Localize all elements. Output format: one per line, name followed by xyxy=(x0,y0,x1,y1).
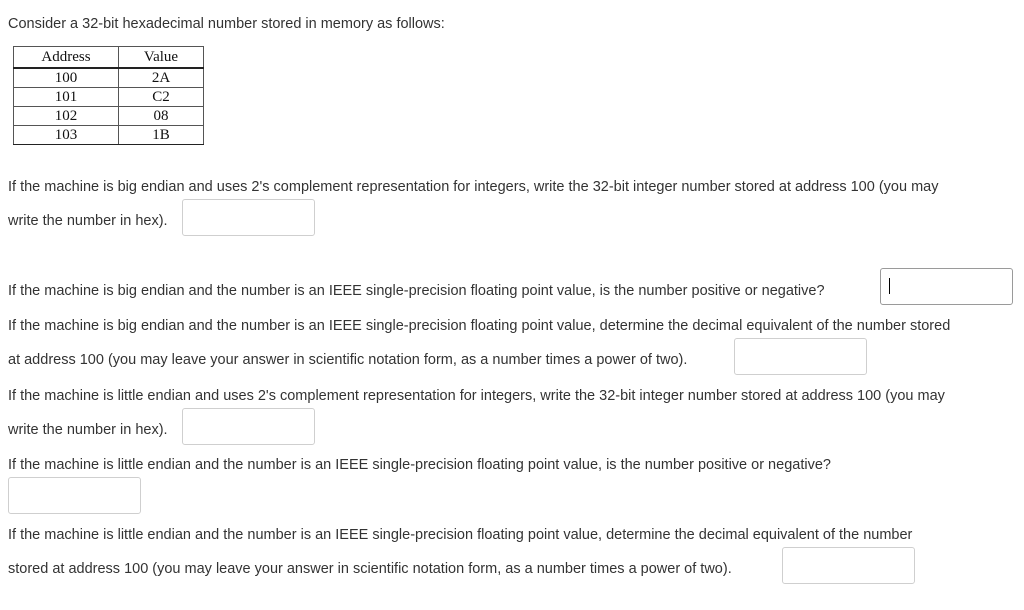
cell-value: 2A xyxy=(119,68,204,88)
cell-value: 1B xyxy=(119,126,204,145)
answer-2-input[interactable] xyxy=(880,268,1013,305)
answer-6-input[interactable] xyxy=(782,547,915,584)
answer-5-input[interactable] xyxy=(8,477,141,514)
question-3-text-cont: at address 100 (you may leave your answer in scientific notation form, as a number times a power of two). xyxy=(8,352,688,368)
answer-4-input[interactable] xyxy=(182,408,315,445)
question-1-text: If the machine is big endian and uses 2's complement representation for integers, write the 32-bit integer number stored at address 100 (you may xyxy=(8,179,939,195)
question-4-text-cont: write the number in hex). xyxy=(8,422,168,438)
header-value: Value xyxy=(119,47,204,69)
question-1-text-cont: write the number in hex). xyxy=(8,213,168,229)
question-4-text: If the machine is little endian and uses 2's complement representation for integers, write the 32-bit integer number stored at address 100 (you may xyxy=(8,388,945,404)
intro-text: Consider a 32-bit hexadecimal number stored in memory as follows: xyxy=(8,16,445,32)
table-row xyxy=(14,107,204,126)
header-address: Address xyxy=(14,47,119,69)
text-cursor xyxy=(889,278,890,294)
cell-address: 100 xyxy=(14,68,119,88)
table-row xyxy=(14,88,204,107)
answer-1-input[interactable] xyxy=(182,199,315,236)
question-2-text: If the machine is big endian and the number is an IEEE single-precision floating point value, is the number positive or negative? xyxy=(8,283,825,299)
answer-3-input[interactable] xyxy=(734,338,867,375)
table-header-row xyxy=(14,47,204,69)
question-6-text: If the machine is little endian and the number is an IEEE single-precision floating point value, determine the decimal equivalent of the number xyxy=(8,527,913,543)
cell-address: 102 xyxy=(14,107,119,126)
table-row xyxy=(14,68,204,88)
cell-value: 08 xyxy=(119,107,204,126)
cell-address: 101 xyxy=(14,88,119,107)
table-row xyxy=(14,126,204,145)
cell-value: C2 xyxy=(119,88,204,107)
memory-table xyxy=(13,46,204,145)
question-5-text: If the machine is little endian and the number is an IEEE single-precision floating point value, is the number positive or negative? xyxy=(8,457,831,473)
question-6-text-cont: stored at address 100 (you may leave your answer in scientific notation form, as a number times a power of two). xyxy=(8,561,732,577)
question-3-text: If the machine is big endian and the number is an IEEE single-precision floating point value, determine the decimal equivalent of the number stored xyxy=(8,318,951,334)
cell-address: 103 xyxy=(14,126,119,145)
